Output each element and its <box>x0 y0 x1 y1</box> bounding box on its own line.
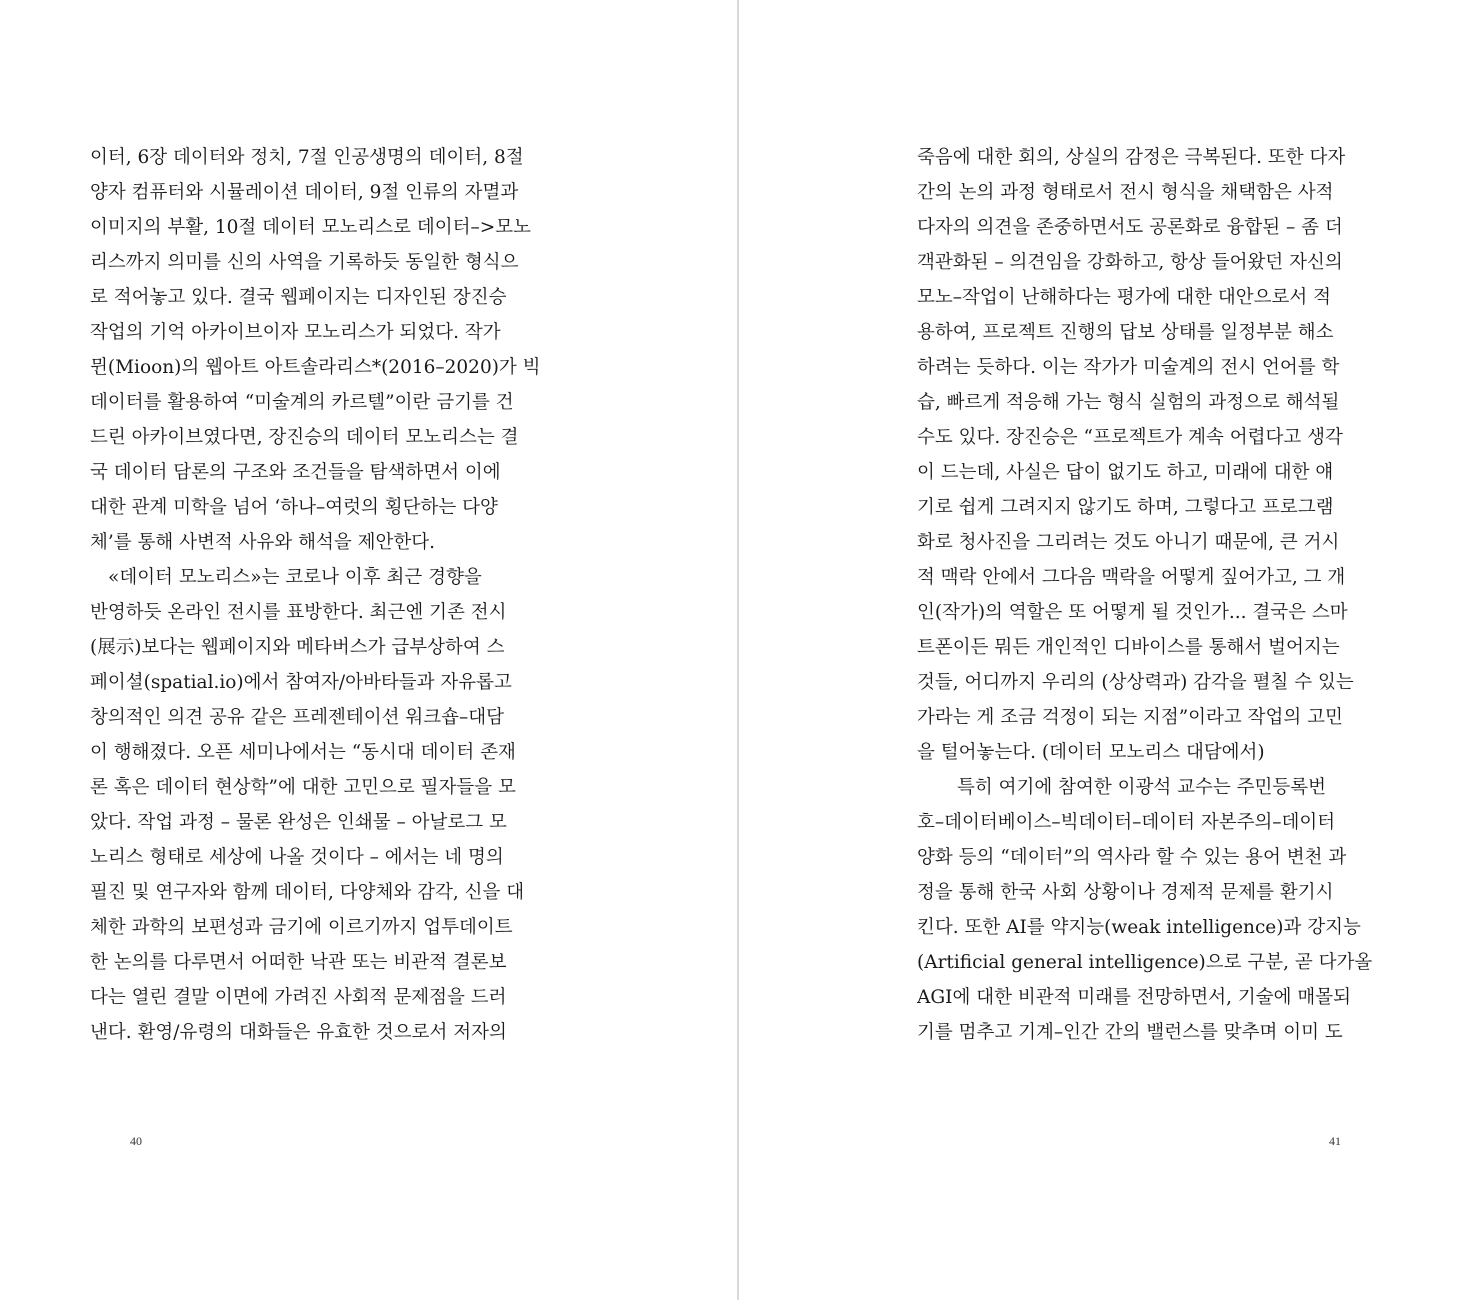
text-line: 객관화된 – 의견임을 강화하고, 항상 들어왔던 자신의 <box>917 252 1343 273</box>
text-line: 필진 및 연구자와 함께 데이터, 다양체와 감각, 신을 대 <box>90 882 525 903</box>
right-body-text <box>917 140 1385 1050</box>
text-line: 창의적인 의견 공유 같은 프레젠테이션 워크숍–대담 <box>90 707 504 728</box>
text-line: 정을 통해 한국 사회 상황이나 경제적 문제를 환기시 <box>917 882 1334 903</box>
text-line: 을 털어놓는다. (데이터 모노리스 대담에서) <box>917 742 1265 763</box>
text-line: 적 맥락 안에서 그다음 맥락을 어떻게 짚어가고, 그 개 <box>917 567 1346 588</box>
text-line: 대한 관계 미학을 넘어 ‘하나–여럿의 횡단하는 다양 <box>90 497 498 518</box>
text-line: 체한 과학의 보편성과 금기에 이르기까지 업투데이트 <box>90 917 513 938</box>
text-line: 작업의 기억 아카이브이자 모노리스가 되었다. 작가 <box>90 322 501 343</box>
text-line: 다자의 의견을 존중하면서도 공론화로 융합된 – 좀 더 <box>917 217 1343 238</box>
text-line: 페이셜(spatial.io)에서 참여자/아바타들과 자유롭고 <box>90 672 512 693</box>
text-line: 드린 아카이브였다면, 장진승의 데이터 모노리스는 결 <box>90 427 519 448</box>
text-line: 반영하듯 온라인 전시를 표방한다. 최근엔 기존 전시 <box>90 602 507 623</box>
text-line: 았다. 작업 과정 – 물론 완성은 인쇄물 – 아날로그 모 <box>90 812 507 833</box>
text-line: 호–데이터베이스–빅데이터–데이터 자본주의–데이터 <box>917 812 1336 833</box>
text-line: 뮌(Mioon)의 웹아트 아트솔라리스*(2016–2020)가 빅 <box>90 357 541 378</box>
text-line: 것들, 어디까지 우리의 (상상력과) 감각을 펼칠 수 있는 <box>917 672 1354 693</box>
text-line: 습, 빠르게 적응해 가는 형식 실험의 과정으로 해석될 <box>917 392 1340 413</box>
text-line: 양자 컴퓨터와 시뮬레이션 데이터, 9절 인류의 자멸과 <box>90 182 519 203</box>
text-line: 이 행해졌다. 오픈 세미나에서는 “동시대 데이터 존재 <box>90 742 516 763</box>
text-line: 모노–작업이 난해하다는 평가에 대한 대안으로서 적 <box>917 287 1331 308</box>
text-line: 간의 논의 과정 형태로서 전시 형식을 채택함은 사적 <box>917 182 1334 203</box>
page-number: 41 <box>1329 1134 1341 1148</box>
text-line: 양화 등의 “데이터”의 역사라 할 수 있는 용어 변천 과 <box>917 847 1347 868</box>
text-line: 이 드는데, 사실은 답이 없기도 하고, 미래에 대한 얘 <box>917 462 1334 483</box>
text-line: 기로 쉽게 그려지지 않기도 하며, 그렇다고 프로그램 <box>917 497 1334 518</box>
text-line: 체’를 통해 사변적 사유와 해석을 제안한다. <box>90 532 435 553</box>
text-line: AGI에 대한 비관적 미래를 전망하면서, 기술에 매몰되 <box>917 987 1352 1008</box>
text-line: 죽음에 대한 회의, 상실의 감정은 극복된다. 또한 다자 <box>917 147 1346 168</box>
text-line: «데이터 모노리스»는 코로나 이후 최근 경향을 <box>108 567 482 588</box>
text-line: (Artificial general intelligence)으로 구분, 곧 다가올 <box>917 952 1373 973</box>
text-line: 특히 여기에 참여한 이광석 교수는 주민등록번 <box>957 777 1326 798</box>
text-line: 기를 멈추고 기계–인간 간의 밸런스를 맞추며 이미 도 <box>917 1022 1343 1043</box>
text-line: 화로 청사진을 그리려는 것도 아니기 때문에, 큰 거시 <box>917 532 1340 553</box>
text-line: 다는 열린 결말 이면에 가려진 사회적 문제점을 드러 <box>90 987 507 1008</box>
text-line: 론 혹은 데이터 현상학”에 대한 고민으로 필자들을 모 <box>90 777 516 798</box>
text-line: 하려는 듯하다. 이는 작가가 미술계의 전시 언어를 학 <box>917 357 1340 378</box>
text-line: 킨다. 또한 AI를 약지능(weak intelligence)과 강지능 <box>917 917 1361 938</box>
right-page <box>739 0 1478 1300</box>
text-line: 이터, 6장 데이터와 정치, 7절 인공생명의 데이터, 8절 <box>90 147 524 168</box>
text-line: 리스까지 의미를 신의 사역을 기록하듯 동일한 형식으 <box>90 252 519 273</box>
page-number: 40 <box>130 1134 142 1148</box>
left-page <box>0 0 737 1300</box>
text-line: 국 데이터 담론의 구조와 조건들을 탐색하면서 이에 <box>90 462 501 483</box>
left-body-text <box>90 140 558 1050</box>
text-line: 트폰이든 뭐든 개인적인 디바이스를 통해서 벌어지는 <box>917 637 1340 658</box>
text-line: 로 적어놓고 있다. 결국 웹페이지는 디자인된 장진승 <box>90 287 507 308</box>
text-line: 노리스 형태로 세상에 나올 것이다 – 에서는 네 명의 <box>90 847 504 868</box>
text-line: 데이터를 활용하여 “미술계의 카르텔”이란 금기를 건 <box>90 392 514 413</box>
text-line: 가라는 게 조금 걱정이 되는 지점”이라고 작업의 고민 <box>917 707 1343 728</box>
text-line: 이미지의 부활, 10절 데이터 모노리스로 데이터–>모노 <box>90 217 531 238</box>
text-line: (展示)보다는 웹페이지와 메타버스가 급부상하여 스 <box>90 637 505 658</box>
text-line: 인(작가)의 역할은 또 어떻게 될 것인가... 결국은 스마 <box>917 602 1348 623</box>
text-line: 한 논의를 다루면서 어떠한 낙관 또는 비관적 결론보 <box>90 952 507 973</box>
text-line: 수도 있다. 장진승은 “프로젝트가 계속 어렵다고 생각 <box>917 427 1343 448</box>
text-line: 용하여, 프로젝트 진행의 답보 상태를 일정부분 해소 <box>917 322 1334 343</box>
text-line: 낸다. 환영/유령의 대화들은 유효한 것으로서 저자의 <box>90 1022 507 1043</box>
